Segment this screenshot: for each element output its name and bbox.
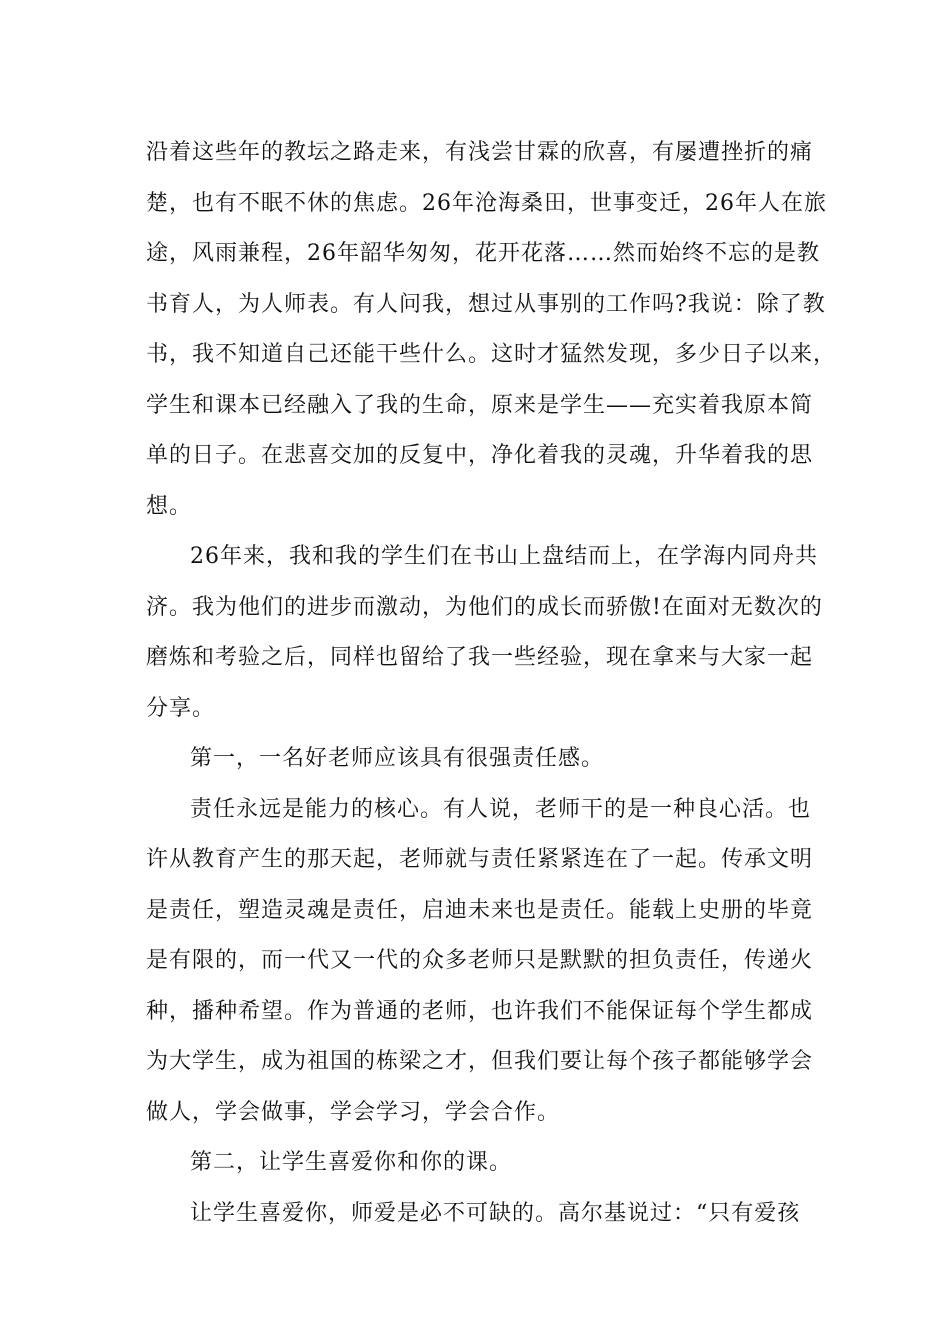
paragraph-first-line: 让学生喜爱你，师爱是必不可缺的。高尔基说过：“只有爱孩 [190, 1201, 801, 1226]
text-line: 做人，学会做事，学会学习，学会合作。 [146, 1100, 561, 1125]
text-line: 磨炼和考验之后，同样也留给了我一些经验，现在拿来与大家一起 [146, 645, 814, 670]
text-line: 为大学生，成为祖国的栋梁之才，但我们要让每个孩子都能够学会 [146, 1049, 814, 1074]
text-line: 沿着这些年的教坛之路走来，有浅尝甘霖的欣喜，有屡遭挫折的痛 [146, 140, 814, 165]
text-line: 分享。 [146, 696, 216, 721]
text-line: 书育人，为人师表。有人问我，想过从事别的工作吗?我说：除了教 [146, 292, 826, 317]
text-line: 楚，也有不眠不休的焦虑。26年沧海桑田，世事变迁，26年人在旅 [146, 191, 827, 216]
text-line: 单的日子。在悲喜交加的反复中，净化着我的灵魂，升华着我的思 [146, 443, 814, 468]
text-line: 种，播种希望。作为普通的老师，也许我们不能保证每个学生都成 [146, 999, 814, 1024]
paragraph-first-line: 26年来，我和我的学生们在书山上盘结而上，在学海内同舟共 [190, 544, 818, 569]
text-line: 途，风雨兼程，26年韶华匆匆，花开花落……然而始终不忘的是教 [146, 241, 820, 266]
text-line: 学生和课本已经融入了我的生命，原来是学生——充实着我原本简 [146, 393, 814, 418]
text-line: 许从教育产生的那天起，老师就与责任紧紧连在了一起。传承文明 [146, 847, 814, 872]
text-line: 书，我不知道自己还能干些什么。这时才猛然发现，多少日子以来， [146, 342, 837, 367]
text-line: 济。我为他们的进步而激动，为他们的成长而骄傲!在面对无数次的 [146, 595, 823, 620]
text-line: 想。 [146, 494, 193, 519]
section-heading: 第二，让学生喜爱你和你的课。 [190, 1150, 513, 1175]
section-heading: 第一，一名好老师应该具有很强责任感。 [190, 746, 605, 771]
text-line: 是有限的，而一代又一代的众多老师只是默默的担负责任，传递火 [146, 948, 814, 973]
text-line: 是责任，塑造灵魂是责任，启迪未来也是责任。能载上史册的毕竟 [146, 898, 814, 923]
paragraph-first-line: 责任永远是能力的核心。有人说，老师干的是一种良心活。也 [190, 797, 812, 822]
